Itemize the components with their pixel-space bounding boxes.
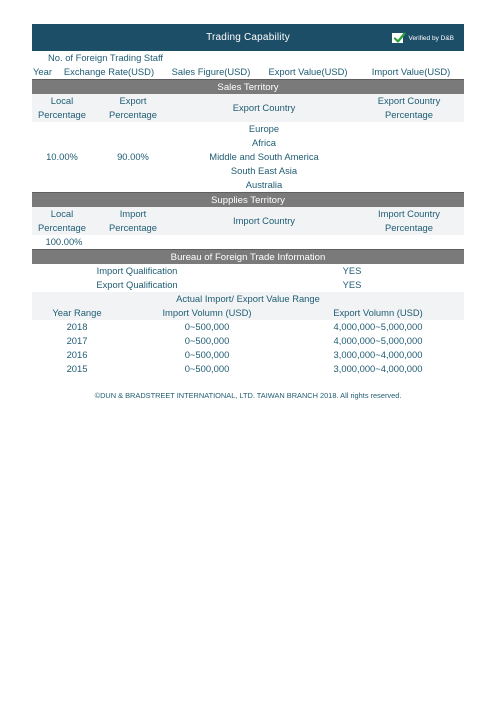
section-title: Bureau of Foreign Trade Information	[170, 251, 326, 263]
supplies-local-pct: 100.00%	[45, 236, 83, 247]
table-row	[32, 348, 464, 362]
row-import: 0~500,000	[184, 321, 230, 332]
supplies-country-pct-header: Import Country Percentage	[378, 208, 440, 233]
section-bureau	[32, 249, 464, 264]
list-item: South East Asia	[230, 165, 298, 176]
section-sales-territory	[32, 79, 464, 94]
verified-label: Verified by D&B	[408, 34, 454, 42]
supplies-data-row	[32, 235, 464, 249]
sales-country-header: Export Country	[232, 102, 296, 113]
import-qualification-value: YES	[342, 265, 362, 276]
list-item: Australia	[245, 179, 283, 190]
checkmark-icon	[392, 33, 403, 43]
copyright-footer: ©DUN & BRADSTREET INTERNATIONAL, LTD. TAIWAN BRANCH 2018. All rights reserved.	[94, 391, 402, 400]
export-qualification-value: YES	[342, 279, 362, 290]
row-year: 2015	[66, 363, 88, 374]
supplies-country-header: Import Country	[233, 215, 295, 226]
col-exchange-rate: Exchange Rate(USD)	[63, 66, 155, 77]
row-export: 3,000,000~4,000,000	[333, 349, 423, 360]
title-bar	[32, 24, 464, 51]
row-year: 2016	[66, 349, 88, 360]
section-supplies-territory	[32, 192, 464, 207]
page-title: Trading Capability	[206, 32, 290, 43]
col-export-value: Export Value(USD)	[268, 66, 348, 77]
verified-badge	[392, 33, 454, 43]
col-year: Year	[33, 66, 52, 77]
sales-local-pct: 10.00%	[46, 151, 78, 162]
list-item: Europe	[248, 123, 280, 134]
sales-export-pct: 90.00%	[117, 151, 149, 162]
sales-header-row	[32, 94, 464, 122]
sales-local-header: Local Percentage	[38, 95, 86, 120]
row-import: 0~500,000	[184, 335, 230, 346]
col-export-volume: Export Volumn (USD)	[333, 307, 423, 318]
supplies-import-header: Import Percentage	[109, 208, 157, 233]
supplies-header-row	[32, 207, 464, 235]
sales-export-header: Export Percentage	[109, 95, 157, 120]
col-year-range: Year Range	[52, 307, 102, 318]
value-range-title: Actual Import/ Export Value Range	[176, 293, 320, 304]
section-title: Supplies Territory	[211, 194, 285, 206]
export-qualification-label: Export Qualification	[96, 279, 178, 290]
sales-country-pct	[354, 122, 464, 192]
list-item: Middle and South America	[209, 151, 319, 162]
sales-data-row	[32, 122, 464, 192]
table-row	[32, 334, 464, 348]
row-import: 0~500,000	[184, 363, 230, 374]
value-range-title-row	[32, 292, 464, 306]
col-import-volume: Import Volumn (USD)	[162, 307, 252, 318]
value-range-header-row	[32, 306, 464, 320]
row-import: 0~500,000	[184, 349, 230, 360]
row-export: 4,000,000~5,000,000	[333, 321, 423, 332]
sales-country-pct-header: Export Country Percentage	[377, 95, 441, 120]
sales-country-list	[174, 122, 354, 192]
table-row	[32, 362, 464, 376]
staff-label: No. of Foreign Trading Staff	[48, 52, 163, 63]
list-item: Africa	[252, 137, 276, 148]
export-qualification-row	[32, 278, 464, 292]
row-year: 2017	[66, 335, 88, 346]
row-export: 4,000,000~5,000,000	[333, 335, 423, 346]
row-export: 3,000,000~4,000,000	[333, 363, 423, 374]
import-qualification-label: Import Qualification	[96, 265, 178, 276]
col-sales-figure: Sales Figure(USD)	[171, 66, 251, 77]
staff-row	[32, 51, 464, 65]
general-header-row	[32, 65, 464, 79]
table-row	[32, 320, 464, 334]
col-import-value: Import Value(USD)	[371, 66, 451, 77]
section-title: Sales Territory	[217, 81, 279, 93]
row-year: 2018	[66, 321, 88, 332]
supplies-local-header: Local Percentage	[38, 208, 86, 233]
trading-capability-sheet	[32, 24, 464, 376]
import-qualification-row	[32, 264, 464, 278]
